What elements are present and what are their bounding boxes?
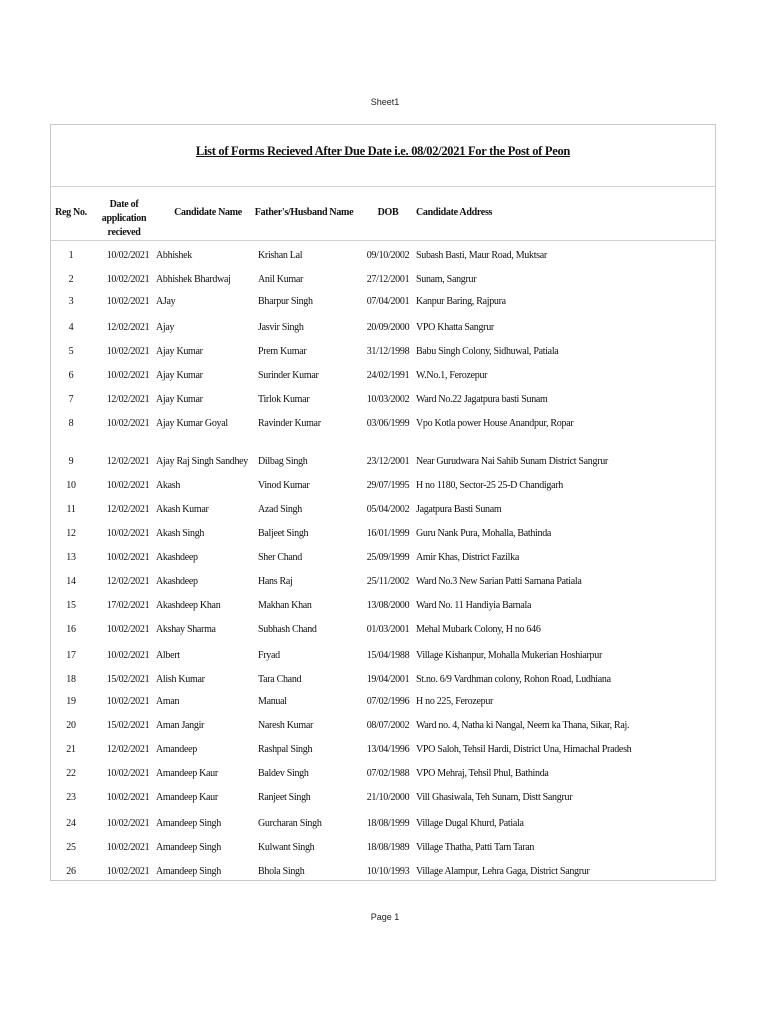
cell-date-received: 10/02/2021 [106,842,150,853]
table-row [50,788,716,808]
cell-father-name: Naresh Kumar [258,720,313,731]
cell-address: Ward no. 4, Natha ki Nangal, Neem ka Thana, Sikar, Raj. [416,720,630,731]
table-row [50,646,716,666]
cell-address: W.No.1, Ferozepur [416,370,488,381]
cell-father-name: Baldev Singh [258,768,309,779]
cell-reg-no: 25 [66,842,76,853]
cell-date-received: 15/02/2021 [106,674,150,685]
cell-dob: 18/08/1989 [366,842,410,853]
cell-reg-no: 3 [68,296,74,307]
cell-dob: 25/09/1999 [366,552,410,563]
cell-dob: 10/03/2002 [366,394,410,405]
cell-dob: 15/04/1988 [366,650,410,661]
cell-father-name: Tara Chand [258,674,302,685]
cell-address: Ward No. 11 Handiyia Barnala [416,600,532,611]
cell-address: Babu Singh Colony, Sidhuwal, Patiala [416,346,559,357]
cell-address: Village Thatha, Patti Tarn Taran [416,842,535,853]
cell-date-received: 12/02/2021 [106,576,150,587]
cell-reg-no: 16 [66,624,76,635]
cell-reg-no: 22 [66,768,76,779]
cell-date-received: 10/02/2021 [106,418,150,429]
cell-date-received: 10/02/2021 [106,370,150,381]
cell-reg-no: 12 [66,528,76,539]
cell-reg-no: 10 [66,480,76,491]
cell-date-received: 10/02/2021 [106,250,150,261]
cell-address: Mehal Mubark Colony, H no 646 [416,624,541,635]
cell-date-received: 10/02/2021 [106,792,150,803]
cell-dob: 16/01/1999 [366,528,410,539]
cell-date-received: 15/02/2021 [106,720,150,731]
cell-date-received: 10/02/2021 [106,818,150,829]
cell-candidate-name: Ajay Kumar Goyal [156,418,228,429]
cell-candidate-name: Amandeep Kaur [156,792,218,803]
cell-father-name: Gurcharan Singh [258,818,322,829]
cell-father-name: Kulwant Singh [258,842,315,853]
cell-reg-no: 14 [66,576,76,587]
table-row [50,862,716,882]
header-reg-no: Reg No. [55,207,87,218]
table-row [50,596,716,616]
cell-dob: 07/02/1988 [366,768,410,779]
cell-dob: 07/02/1996 [366,696,410,707]
cell-address: Village Dugal Khurd, Patiala [416,818,524,829]
cell-candidate-name: Albert [156,650,180,661]
cell-father-name: Ravinder Kumar [258,418,321,429]
table-row [50,620,716,640]
cell-address: Vill Ghasiwala, Teh Sunam, Distt Sangrur [416,792,573,803]
cell-father-name: Fryad [258,650,280,661]
cell-reg-no: 26 [66,866,76,877]
cell-candidate-name: AJay [156,296,176,307]
cell-father-name: Ranjeet Singh [258,792,311,803]
cell-date-received: 12/02/2021 [106,456,150,467]
document-title: List of Forms Recieved After Due Date i.e. 08/02/2021 For the Post of Peon [195,144,571,158]
table-row [50,524,716,544]
cell-reg-no: 8 [68,418,74,429]
header-date-received [88,198,160,240]
cell-dob: 18/08/1999 [366,818,410,829]
table-row [50,292,716,312]
cell-candidate-name: Ajay Kumar [156,346,203,357]
cell-father-name: Surinder Kumar [258,370,319,381]
cell-candidate-name: Ajay Raj Singh Sandhey [156,456,249,467]
cell-date-received: 10/02/2021 [106,296,150,307]
cell-candidate-name: Abhishek [156,250,192,261]
cell-father-name: Manual [258,696,287,707]
table-row [50,814,716,834]
cell-candidate-name: Alish Kumar [156,674,205,685]
cell-date-received: 10/02/2021 [106,480,150,491]
cell-candidate-name: Aman Jangir [156,720,205,731]
header-address: Candidate Address [416,207,493,218]
title-divider [50,186,716,187]
cell-candidate-name: Ajay [156,322,175,333]
cell-reg-no: 1 [68,250,74,261]
cell-reg-no: 21 [66,744,76,755]
cell-father-name: Dilbag Singh [258,456,308,467]
cell-candidate-name: Amandeep Singh [156,842,221,853]
cell-candidate-name: Abhishek Bhardwaj [156,274,231,285]
cell-address: St.no. 6/9 Vardhman colony, Rohon Road, Ludhiana [416,674,611,685]
cell-date-received: 12/02/2021 [106,504,150,515]
cell-dob: 25/11/2002 [366,576,410,587]
cell-dob: 13/08/2000 [366,600,410,611]
cell-candidate-name: Akashdeep [156,576,198,587]
cell-dob: 29/07/1995 [366,480,410,491]
cell-date-received: 10/02/2021 [106,650,150,661]
cell-dob: 23/12/2001 [366,456,410,467]
cell-dob: 10/10/1993 [366,866,410,877]
table-row [50,318,716,338]
cell-father-name: Anil Kumar [258,274,304,285]
cell-reg-no: 2 [68,274,74,285]
cell-date-received: 10/02/2021 [106,696,150,707]
cell-candidate-name: Akash Singh [156,528,205,539]
cell-reg-no: 19 [66,696,76,707]
cell-dob: 07/04/2001 [366,296,410,307]
header-divider [50,240,716,241]
cell-date-received: 10/02/2021 [106,866,150,877]
table-row [50,246,716,266]
cell-father-name: Rashpal Singh [258,744,313,755]
cell-candidate-name: Akash [156,480,181,491]
cell-date-received: 12/02/2021 [106,394,150,405]
cell-dob: 09/10/2002 [366,250,410,261]
table-row [50,342,716,362]
cell-date-received: 10/02/2021 [106,346,150,357]
cell-candidate-name: Akashdeep [156,552,198,563]
cell-reg-no: 20 [66,720,76,731]
cell-date-received: 10/02/2021 [106,274,150,285]
cell-dob: 05/04/2002 [366,504,410,515]
cell-candidate-name: Amandeep [156,744,197,755]
cell-candidate-name: Amandeep Kaur [156,768,218,779]
table-row [50,390,716,410]
table-row [50,366,716,386]
cell-father-name: Prem Kumar [258,346,307,357]
cell-father-name: Bharpur Singh [258,296,313,307]
cell-father-name: Jasvir Singh [258,322,304,333]
cell-address: Kanpur Baring, Rajpura [416,296,506,307]
cell-address: Sunam, Sangrur [416,274,477,285]
cell-reg-no: 11 [66,504,76,515]
cell-reg-no: 23 [66,792,76,803]
header-date-line1: Date of application [101,199,147,224]
cell-father-name: Bhola Singh [258,866,305,877]
table-row [50,452,716,472]
cell-reg-no: 24 [66,818,76,829]
cell-address: Subash Basti, Maur Road, Muktsar [416,250,547,261]
cell-father-name: Makhan Khan [258,600,312,611]
cell-address: VPO Khatta Sangrur [416,322,494,333]
cell-date-received: 12/02/2021 [106,322,150,333]
cell-candidate-name: Akshay Sharma [156,624,216,635]
cell-reg-no: 7 [68,394,74,405]
table-row [50,764,716,784]
cell-reg-no: 13 [66,552,76,563]
cell-candidate-name: Akash Kumar [156,504,209,515]
header-candidate-name: Candidate Name [174,207,242,218]
cell-date-received: 17/02/2021 [106,600,150,611]
table-row [50,716,716,736]
cell-address: H no 1180, Sector-25 25-D Chandigarh [416,480,563,491]
cell-address: Near Gurudwara Nai Sahib Sunam District Sangrur [416,456,608,467]
table-row [50,500,716,520]
table-row [50,838,716,858]
cell-address: Ward No.22 Jagatpura basti Sunam [416,394,548,405]
cell-address: Village Alampur, Lehra Gaga, District Sangrur [416,866,590,877]
cell-father-name: Azad Singh [258,504,302,515]
cell-dob: 31/12/1998 [366,346,410,357]
table-row [50,740,716,760]
table-row [50,414,716,434]
cell-father-name: Tirlok Kumar [258,394,310,405]
cell-address: Amir Khas, District Fazilka [416,552,519,563]
cell-dob: 21/10/2000 [366,792,410,803]
cell-father-name: Baljeet Singh [258,528,309,539]
cell-candidate-name: Amandeep Singh [156,866,221,877]
header-date-line2: recieved [107,227,141,238]
cell-date-received: 10/02/2021 [106,528,150,539]
table-row [50,476,716,496]
cell-date-received: 10/02/2021 [106,624,150,635]
table-row [50,572,716,592]
cell-dob: 20/09/2000 [366,322,410,333]
cell-address: Vpo Kotla power House Anandpur, Ropar [416,418,574,429]
header-dob: DOB [377,207,399,218]
cell-candidate-name: Ajay Kumar [156,394,203,405]
table-row [50,270,716,290]
table-row [50,692,716,712]
cell-father-name: Subhash Chand [258,624,317,635]
cell-date-received: 12/02/2021 [106,744,150,755]
cell-reg-no: 4 [68,322,74,333]
cell-reg-no: 18 [66,674,76,685]
cell-reg-no: 5 [68,346,74,357]
cell-father-name: Hans Raj [258,576,293,587]
cell-dob: 13/04/1996 [366,744,410,755]
cell-address: VPO Mehraj, Tehsil Phul, Bathinda [416,768,549,779]
cell-reg-no: 15 [66,600,76,611]
cell-father-name: Sher Chand [258,552,302,563]
cell-address: Village Kishanpur, Mohalla Mukerian Hoshiarpur [416,650,602,661]
cell-candidate-name: Amandeep Singh [156,818,221,829]
cell-dob: 08/07/2002 [366,720,410,731]
cell-dob: 01/03/2001 [366,624,410,635]
cell-reg-no: 9 [68,456,74,467]
cell-date-received: 10/02/2021 [106,768,150,779]
header-father-name: Father's/Husband Name [254,207,354,218]
cell-father-name: Krishan Lal [258,250,303,261]
table-row [50,548,716,568]
cell-reg-no: 6 [68,370,74,381]
cell-address: VPO Saloh, Tehsil Hardi, District Una, Himachal Pradesh [416,744,632,755]
cell-date-received: 10/02/2021 [106,552,150,563]
cell-dob: 27/12/2001 [366,274,410,285]
cell-reg-no: 17 [66,650,76,661]
cell-address: Jagatpura Basti Sunam [416,504,502,515]
cell-dob: 24/02/1991 [366,370,410,381]
cell-dob: 03/06/1999 [366,418,410,429]
cell-address: Ward No.3 New Sarian Patti Samana Patiala [416,576,582,587]
cell-candidate-name: Akashdeep Khan [156,600,221,611]
cell-candidate-name: Aman [156,696,180,707]
cell-address: H no 225, Ferozepur [416,696,494,707]
table-row [50,670,716,690]
sheet-name: Sheet1 [370,97,400,107]
cell-candidate-name: Ajay Kumar [156,370,203,381]
cell-father-name: Vinod Kumar [258,480,310,491]
page-number: Page 1 [370,912,400,922]
cell-dob: 19/04/2001 [366,674,410,685]
cell-address: Guru Nank Pura, Mohalla, Bathinda [416,528,552,539]
